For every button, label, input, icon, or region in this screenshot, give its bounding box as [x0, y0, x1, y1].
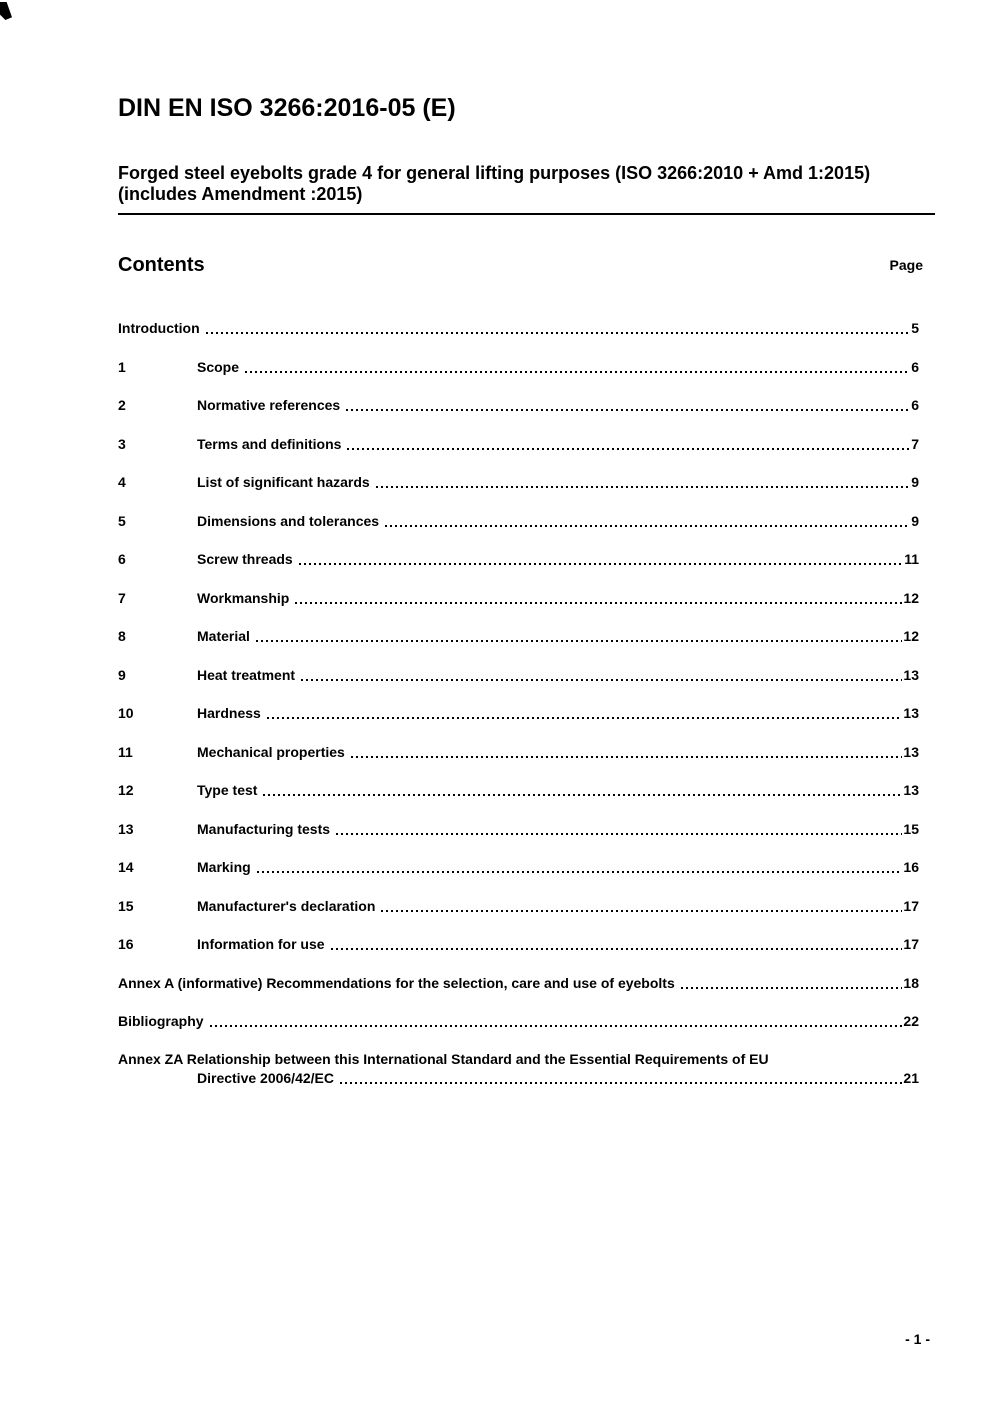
toc-leader-dots — [340, 1082, 902, 1084]
toc-entry-number: 6 — [118, 551, 126, 567]
toc-entry-title: Normative references — [197, 397, 341, 413]
toc-entry-page: 13 — [903, 743, 919, 760]
toc-indent-spacer — [118, 1069, 197, 1088]
toc-entry-page: 17 — [903, 897, 919, 914]
toc-leader-dots — [346, 409, 910, 411]
toc-entry-number: 15 — [118, 897, 134, 914]
toc-entry-page: 6 — [911, 397, 919, 413]
document-title: DIN EN ISO 3266:2016-05 (E) — [118, 94, 456, 122]
toc-entry-page: 22 — [903, 1013, 919, 1029]
toc-entry-title: List of significant hazards — [197, 474, 370, 490]
toc-leader-dots — [267, 717, 903, 719]
toc-entry-page: 6 — [911, 358, 919, 375]
toc-leader-dots — [245, 371, 910, 373]
toc-leader-dots — [210, 1025, 903, 1027]
toc-leader-dots — [301, 679, 902, 681]
toc-entry-title: Information for use — [197, 936, 325, 952]
toc-entry-page: 12 — [903, 589, 919, 606]
toc-entry-title: Hardness — [197, 705, 261, 721]
toc-entry-title: Annex A (informative) Recommendations for the selection, care and use of eyebolts — [118, 974, 675, 991]
toc-entry-title: Scope — [197, 358, 240, 375]
toc-leader-dots — [299, 563, 903, 565]
toc-entry — [118, 626, 935, 646]
toc-entry-number: 2 — [118, 397, 126, 413]
document-subtitle: Forged steel eyebolts grade 4 for general lifting purposes (ISO 3266:2010 + Amd 1:2015) (includes Amendment :2015) — [118, 163, 935, 215]
toc-entry — [118, 588, 935, 608]
toc-entry-title: Material — [197, 628, 250, 644]
toc-entry-title: Marking — [197, 859, 251, 875]
toc-entry — [118, 472, 935, 492]
contents-heading: Contents — [118, 254, 205, 276]
page-content — [118, 0, 935, 1088]
toc-leader-dots — [206, 332, 911, 334]
toc-entry-page: 18 — [903, 974, 919, 991]
toc-leader-dots — [331, 948, 903, 950]
toc-entry — [118, 357, 935, 377]
toc-entry-page: 5 — [911, 320, 919, 336]
toc-leader-dots — [257, 871, 903, 873]
toc-entry-title: Manufacturer's declaration — [197, 897, 376, 914]
toc-entry-number: 1 — [118, 358, 126, 375]
page-column-label: Page — [889, 257, 923, 273]
toc-entry-page: 15 — [903, 820, 919, 837]
toc-entry-number: 7 — [118, 589, 126, 606]
toc-entry-number: 11 — [118, 743, 133, 760]
contents-header — [118, 253, 935, 277]
toc-entry-page: 9 — [911, 474, 919, 490]
toc-entry-title-line2: Directive 2006/42/EC — [197, 1069, 334, 1086]
toc-entry-title: Heat treatment — [197, 666, 296, 683]
toc-entry-continuation — [118, 1069, 935, 1088]
scan-artifact-mark — [0, 2, 12, 20]
toc-leader-dots — [256, 640, 903, 642]
toc-entry — [118, 395, 935, 415]
toc-entry-page: 16 — [903, 859, 919, 875]
toc-entry-number: 10 — [118, 705, 134, 721]
toc-entry — [118, 1050, 935, 1088]
toc-entry-page: 21 — [903, 1069, 919, 1086]
table-of-contents — [118, 318, 935, 1088]
toc-entry-title: Manufacturing tests — [197, 820, 331, 837]
toc-entry-number: 5 — [118, 512, 126, 529]
toc-entry-number: 12 — [118, 782, 134, 798]
toc-entry-page: 13 — [903, 782, 919, 798]
toc-leader-dots — [381, 910, 902, 912]
toc-entry — [118, 318, 935, 338]
toc-entry-page: 13 — [903, 705, 919, 721]
toc-entry — [118, 511, 935, 531]
toc-entry — [118, 742, 935, 762]
toc-leader-dots — [295, 602, 902, 604]
toc-entry — [118, 819, 935, 839]
toc-entry-number: 8 — [118, 628, 126, 644]
toc-entry — [118, 703, 935, 723]
toc-entry-title: Dimensions and tolerances — [197, 512, 380, 529]
toc-entry — [118, 665, 935, 685]
toc-entry-number: 4 — [118, 474, 126, 490]
toc-entry — [118, 780, 935, 800]
toc-leader-dots — [681, 987, 903, 989]
toc-leader-dots — [263, 794, 902, 796]
toc-entry-title: Screw threads — [197, 551, 293, 567]
toc-entry-page: 13 — [903, 666, 919, 683]
toc-leader-dots — [351, 756, 903, 758]
toc-leader-dots — [385, 525, 910, 527]
toc-leader-dots — [347, 448, 910, 450]
toc-entry — [118, 1011, 935, 1031]
toc-entry — [118, 934, 935, 954]
toc-entry-title: Bibliography — [118, 1013, 204, 1029]
toc-entry — [118, 896, 935, 916]
toc-entry-title: Type test — [197, 782, 258, 798]
toc-entry-page: 7 — [911, 435, 919, 452]
toc-entry-title: Mechanical properties — [197, 743, 345, 760]
toc-entry-page: 12 — [903, 628, 919, 644]
toc-entry — [118, 973, 935, 993]
toc-entry-title: Annex ZA Relationship between this International Standard and the Essential Requirements of EU — [118, 1050, 769, 1067]
toc-entry — [118, 857, 935, 877]
toc-entry-title: Workmanship — [197, 589, 290, 606]
toc-entry — [118, 434, 935, 454]
toc-entry-number: 13 — [118, 820, 134, 837]
toc-leader-dots — [336, 833, 902, 835]
toc-entry-page: 11 — [904, 551, 919, 567]
footer-page-number: - 1 - — [905, 1331, 930, 1347]
toc-entry-number: 9 — [118, 666, 126, 683]
toc-entry-number: 3 — [118, 435, 126, 452]
toc-entry-page: 9 — [911, 512, 919, 529]
toc-entry-number: 14 — [118, 859, 134, 875]
toc-entry-number: 16 — [118, 936, 134, 952]
toc-entry-title: Introduction — [118, 320, 200, 336]
toc-entry-page: 17 — [903, 936, 919, 952]
toc-leader-dots — [376, 486, 911, 488]
toc-entry-title: Terms and definitions — [197, 435, 342, 452]
toc-entry — [118, 549, 935, 569]
